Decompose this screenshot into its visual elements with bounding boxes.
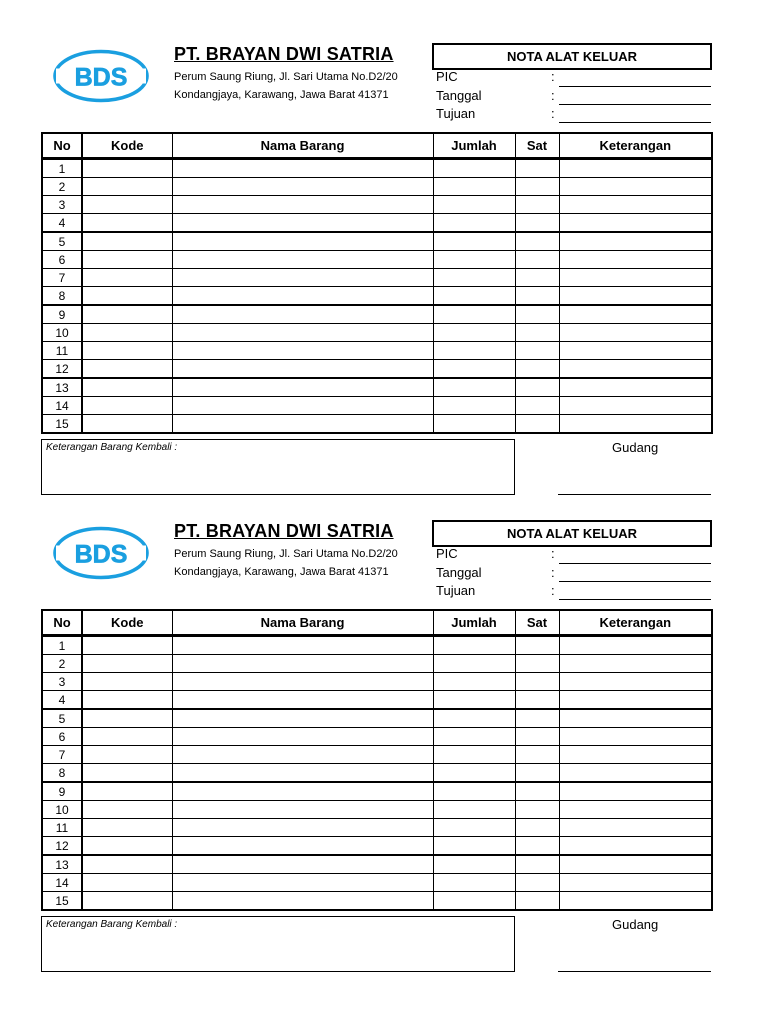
keterangan-cell[interactable] [559,874,712,892]
header-no: No [42,610,82,636]
keterangan-cell[interactable] [559,819,712,837]
field-label-pic: PIC [436,546,458,561]
signature-line[interactable] [558,971,711,972]
table-row [42,324,712,342]
field-line-tanggal[interactable] [559,104,711,105]
keterangan-cell[interactable] [559,287,712,306]
row-number: 12 [42,360,82,379]
sat-cell[interactable] [515,269,559,287]
table-row [42,709,712,728]
jumlah-cell[interactable] [433,746,515,764]
kode-cell[interactable] [82,178,172,196]
nama-barang-cell[interactable] [172,801,433,819]
jumlah-cell[interactable] [433,159,515,178]
jumlah-cell[interactable] [433,397,515,415]
field-label-tujuan: Tujuan [436,583,476,598]
header-jumlah: Jumlah [433,610,515,636]
table-row [42,269,712,287]
table-row [42,251,712,269]
sat-cell[interactable] [515,636,559,655]
field-colon: : [551,583,555,598]
table-row [42,342,712,360]
nama-barang-cell[interactable] [172,251,433,269]
kode-cell[interactable] [82,782,172,801]
row-number: 1 [42,636,82,655]
keterangan-cell[interactable] [559,214,712,233]
jumlah-cell[interactable] [433,232,515,251]
sat-cell[interactable] [515,342,559,360]
kode-cell[interactable] [82,855,172,874]
nama-barang-cell[interactable] [172,324,433,342]
keterangan-cell[interactable] [559,746,712,764]
table-row [42,673,712,691]
jumlah-cell[interactable] [433,782,515,801]
row-number: 9 [42,782,82,801]
jumlah-cell[interactable] [433,655,515,673]
sat-cell[interactable] [515,837,559,856]
row-number: 6 [42,251,82,269]
logo-text: BDS [74,540,128,569]
field-colon: : [551,69,555,84]
table-row [42,159,712,178]
header-sat: Sat [515,133,559,159]
row-number: 6 [42,728,82,746]
row-number: 1 [42,159,82,178]
field-line-tujuan[interactable] [559,599,711,600]
jumlah-cell[interactable] [433,196,515,214]
table-row [42,837,712,856]
sat-cell[interactable] [515,378,559,397]
row-number: 13 [42,855,82,874]
row-number: 15 [42,415,82,434]
keterangan-cell[interactable] [559,691,712,710]
nama-barang-cell[interactable] [172,415,433,434]
sat-cell[interactable] [515,196,559,214]
field-line-tanggal[interactable] [559,581,711,582]
kode-cell[interactable] [82,837,172,856]
nota-title: NOTA ALAT KELUAR [432,43,712,70]
signature-label: Gudang [612,440,659,455]
items-table [41,132,713,434]
field-colon: : [551,106,555,121]
keterangan-cell[interactable] [559,159,712,178]
field-label-tanggal: Tanggal [436,88,482,103]
table-row [42,636,712,655]
nama-barang-cell[interactable] [172,709,433,728]
kode-cell[interactable] [82,636,172,655]
kode-cell[interactable] [82,269,172,287]
row-number: 3 [42,673,82,691]
sat-cell[interactable] [515,178,559,196]
table-row [42,196,712,214]
sat-cell[interactable] [515,892,559,911]
field-colon: : [551,565,555,580]
table-row [42,378,712,397]
sat-cell[interactable] [515,397,559,415]
sat-cell[interactable] [515,324,559,342]
jumlah-cell[interactable] [433,378,515,397]
bds-logo [52,526,150,580]
row-number: 5 [42,709,82,728]
keterangan-cell[interactable] [559,655,712,673]
keterangan-cell[interactable] [559,251,712,269]
field-line-tujuan[interactable] [559,122,711,123]
sat-cell[interactable] [515,287,559,306]
jumlah-cell[interactable] [433,415,515,434]
nama-barang-cell[interactable] [172,196,433,214]
row-number: 3 [42,196,82,214]
sat-cell[interactable] [515,691,559,710]
sat-cell[interactable] [515,874,559,892]
field-label-pic: PIC [436,69,458,84]
kode-cell[interactable] [82,214,172,233]
nama-barang-cell[interactable] [172,159,433,178]
jumlah-cell[interactable] [433,855,515,874]
table-row [42,397,712,415]
nama-barang-cell[interactable] [172,232,433,251]
jumlah-cell[interactable] [433,874,515,892]
jumlah-cell[interactable] [433,178,515,196]
sat-cell[interactable] [515,819,559,837]
bds-logo [52,49,150,103]
kode-cell[interactable] [82,874,172,892]
nama-barang-cell[interactable] [172,764,433,783]
header-keterangan: Keterangan [559,610,712,636]
kode-cell[interactable] [82,159,172,178]
keterangan-cell[interactable] [559,837,712,856]
sat-cell[interactable] [515,159,559,178]
sat-cell[interactable] [515,746,559,764]
kode-cell[interactable] [82,378,172,397]
row-number: 4 [42,214,82,233]
table-row [42,874,712,892]
table-row [42,232,712,251]
nama-barang-cell[interactable] [172,360,433,379]
table-row [42,892,712,911]
sat-cell[interactable] [515,305,559,324]
header-kode: Kode [82,610,172,636]
row-number: 8 [42,764,82,783]
sat-cell[interactable] [515,728,559,746]
remark-label: Keterangan Barang Kembali : [46,442,178,453]
nama-barang-cell[interactable] [172,342,433,360]
address-line: Perum Saung Riung, Jl. Sari Utama No.D2/20 [174,71,398,83]
keterangan-cell[interactable] [559,415,712,434]
header-keterangan: Keterangan [559,133,712,159]
row-number: 10 [42,801,82,819]
field-colon: : [551,88,555,103]
jumlah-cell[interactable] [433,691,515,710]
keterangan-cell[interactable] [559,764,712,783]
nama-barang-cell[interactable] [172,214,433,233]
table-row [42,178,712,196]
address-line: Kondangjaya, Karawang, Jawa Barat 41371 [174,89,389,101]
kode-cell[interactable] [82,728,172,746]
jumlah-cell[interactable] [433,287,515,306]
nama-barang-cell[interactable] [172,655,433,673]
field-label-tanggal: Tanggal [436,565,482,580]
kode-cell[interactable] [82,691,172,710]
nama-barang-cell[interactable] [172,287,433,306]
jumlah-cell[interactable] [433,837,515,856]
keterangan-cell[interactable] [559,855,712,874]
table-row [42,819,712,837]
keterangan-cell[interactable] [559,728,712,746]
sat-cell[interactable] [515,360,559,379]
table-row [42,415,712,434]
address-line: Perum Saung Riung, Jl. Sari Utama No.D2/20 [174,548,398,560]
kode-cell[interactable] [82,892,172,911]
nama-barang-cell[interactable] [172,728,433,746]
kode-cell[interactable] [82,746,172,764]
nama-barang-cell[interactable] [172,691,433,710]
kode-cell[interactable] [82,655,172,673]
kode-cell[interactable] [82,709,172,728]
nama-barang-cell[interactable] [172,782,433,801]
keterangan-cell[interactable] [559,636,712,655]
row-number: 14 [42,397,82,415]
items-table [41,609,713,911]
kode-cell[interactable] [82,196,172,214]
kode-cell[interactable] [82,360,172,379]
sat-cell[interactable] [515,655,559,673]
field-colon: : [551,546,555,561]
kode-cell[interactable] [82,415,172,434]
table-row [42,305,712,324]
table-header-row [42,133,712,159]
row-number: 5 [42,232,82,251]
nama-barang-cell[interactable] [172,819,433,837]
remark-box[interactable] [41,916,515,972]
nama-barang-cell[interactable] [172,855,433,874]
table-row [42,746,712,764]
keterangan-cell[interactable] [559,342,712,360]
header-no: No [42,133,82,159]
field-line-pic[interactable] [559,563,711,564]
row-number: 11 [42,342,82,360]
row-number: 7 [42,269,82,287]
row-number: 8 [42,287,82,306]
jumlah-cell[interactable] [433,728,515,746]
jumlah-cell[interactable] [433,673,515,691]
nota-form [0,477,768,947]
jumlah-cell[interactable] [433,342,515,360]
nama-barang-cell[interactable] [172,892,433,911]
nama-barang-cell[interactable] [172,874,433,892]
jumlah-cell[interactable] [433,214,515,233]
keterangan-cell[interactable] [559,324,712,342]
sat-cell[interactable] [515,709,559,728]
row-number: 9 [42,305,82,324]
table-row [42,764,712,783]
sat-cell[interactable] [515,251,559,269]
keterangan-cell[interactable] [559,178,712,196]
jumlah-cell[interactable] [433,269,515,287]
sat-cell[interactable] [515,801,559,819]
keterangan-cell[interactable] [559,892,712,911]
jumlah-cell[interactable] [433,360,515,379]
sat-cell[interactable] [515,855,559,874]
kode-cell[interactable] [82,801,172,819]
logo-text: BDS [74,63,128,92]
jumlah-cell[interactable] [433,251,515,269]
keterangan-cell[interactable] [559,269,712,287]
company-name: PT. BRAYAN DWI SATRIA [174,44,394,64]
jumlah-cell[interactable] [433,819,515,837]
nama-barang-cell[interactable] [172,636,433,655]
row-number: 15 [42,892,82,911]
nota-title: NOTA ALAT KELUAR [432,520,712,547]
keterangan-cell[interactable] [559,232,712,251]
table-row [42,360,712,379]
nama-barang-cell[interactable] [172,673,433,691]
table-header-row [42,610,712,636]
keterangan-cell[interactable] [559,196,712,214]
sat-cell[interactable] [515,782,559,801]
address-line: Kondangjaya, Karawang, Jawa Barat 41371 [174,566,389,578]
row-number: 7 [42,746,82,764]
keterangan-cell[interactable] [559,397,712,415]
row-number: 4 [42,691,82,710]
header-nama-barang: Nama Barang [172,610,433,636]
nama-barang-cell[interactable] [172,397,433,415]
header-kode: Kode [82,133,172,159]
kode-cell[interactable] [82,287,172,306]
kode-cell[interactable] [82,342,172,360]
field-line-pic[interactable] [559,86,711,87]
jumlah-cell[interactable] [433,892,515,911]
jumlah-cell[interactable] [433,324,515,342]
jumlah-cell[interactable] [433,305,515,324]
table-row [42,691,712,710]
jumlah-cell[interactable] [433,764,515,783]
sat-cell[interactable] [515,673,559,691]
kode-cell[interactable] [82,232,172,251]
nama-barang-cell[interactable] [172,178,433,196]
table-row [42,801,712,819]
table-row [42,287,712,306]
keterangan-cell[interactable] [559,673,712,691]
keterangan-cell[interactable] [559,305,712,324]
table-row [42,728,712,746]
nama-barang-cell[interactable] [172,305,433,324]
row-number: 2 [42,655,82,673]
nama-barang-cell[interactable] [172,746,433,764]
jumlah-cell[interactable] [433,709,515,728]
table-row [42,855,712,874]
kode-cell[interactable] [82,819,172,837]
jumlah-cell[interactable] [433,636,515,655]
table-row [42,214,712,233]
nota-form [0,0,768,470]
table-row [42,782,712,801]
jumlah-cell[interactable] [433,801,515,819]
header-jumlah: Jumlah [433,133,515,159]
field-label-tujuan: Tujuan [436,106,476,121]
sat-cell[interactable] [515,214,559,233]
row-number: 10 [42,324,82,342]
nama-barang-cell[interactable] [172,837,433,856]
kode-cell[interactable] [82,673,172,691]
keterangan-cell[interactable] [559,378,712,397]
sat-cell[interactable] [515,764,559,783]
nama-barang-cell[interactable] [172,269,433,287]
signature-label: Gudang [612,917,659,932]
kode-cell[interactable] [82,397,172,415]
table-row [42,655,712,673]
row-number: 13 [42,378,82,397]
row-number: 14 [42,874,82,892]
keterangan-cell[interactable] [559,709,712,728]
remark-label: Keterangan Barang Kembali : [46,919,178,930]
kode-cell[interactable] [82,324,172,342]
header-nama-barang: Nama Barang [172,133,433,159]
keterangan-cell[interactable] [559,782,712,801]
sat-cell[interactable] [515,415,559,434]
row-number: 12 [42,837,82,856]
keterangan-cell[interactable] [559,801,712,819]
header-sat: Sat [515,610,559,636]
nama-barang-cell[interactable] [172,378,433,397]
kode-cell[interactable] [82,764,172,783]
keterangan-cell[interactable] [559,360,712,379]
row-number: 11 [42,819,82,837]
sat-cell[interactable] [515,232,559,251]
row-number: 2 [42,178,82,196]
kode-cell[interactable] [82,251,172,269]
kode-cell[interactable] [82,305,172,324]
company-name: PT. BRAYAN DWI SATRIA [174,521,394,541]
